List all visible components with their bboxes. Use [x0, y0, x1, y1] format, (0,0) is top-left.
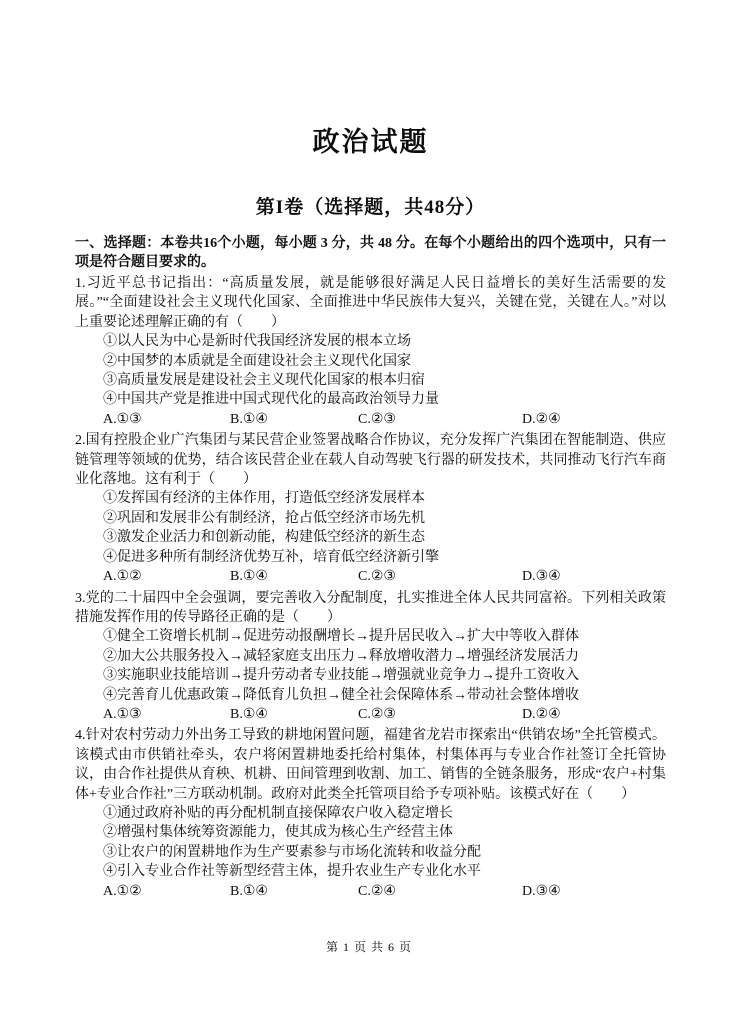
question-statement: ①以人民为中心是新时代我国经济发展的根本立场: [103, 334, 411, 350]
choice-c: C.②④: [358, 883, 396, 899]
choice-b: B.①④: [230, 411, 268, 427]
choice-c: C.②③: [358, 569, 396, 585]
document-title: 政治试题: [312, 127, 429, 157]
section-title: 第I卷（选择题，共48分）: [255, 197, 486, 218]
choice-b: B.①④: [230, 569, 268, 585]
question-stem: 1.习近平总书记指出：“高质量发展，就是能够很好满足人民日益增长的美好生活需要的发展。”“全面建设社会主义现代化国家、全面推进中华民族伟大复兴，关键在党，关键在人。”对以上重要论述理解正确的有（ ）: [75, 276, 666, 330]
answer-choices: [75, 410, 666, 429]
question-statement: ②加大公共服务投入→减轻家庭支出压力→释放增收潜力→增强经济发展活力: [103, 648, 579, 664]
question-statement: ③激发企业活力和创新动能，构建低空经济的新生态: [103, 530, 425, 546]
choice-d: D.②④: [522, 706, 561, 722]
question-4: [75, 726, 666, 901]
question-statement: ②中国梦的本质就是全面建设社会主义现代化国家: [103, 353, 411, 369]
choice-c: C.②③: [358, 411, 396, 427]
page-number: 第 1 页 共 6 页: [325, 940, 412, 954]
question-stem: 2.国有控股企业广汽集团与某民营企业签署战略合作协议，充分发挥广汽集团在智能制造、供应链管理等领域的优势，结合该民营企业在载人自动驾驶飞行器的研发技术，共同推动飞行汽车商业化落地。这有利于（ ）: [75, 433, 666, 488]
choice-a: A.①③: [103, 706, 142, 722]
choice-d: D.③④: [522, 883, 561, 899]
answer-choices: [75, 882, 666, 901]
choice-a: A.①②: [103, 569, 142, 585]
question-1: [75, 274, 666, 429]
question-stem: 4.针对农村劳动力外出务工导致的耕地闲置问题，福建省龙岩市探索出“供销农场”全托管模式。该模式由市供销社牵头，农户将闲置耕地委托给村集体，村集体再与专业合作社签订全托管协议，由合作社提供从育秧、机耕、田间管理到收割、加工、销售的全链条服务，形成“农户+村集体+专业合作社”三方联动机制。政府对此类全托管项目给予专项补贴。该模式好在（ ）: [75, 728, 666, 802]
choice-b: B.①④: [230, 883, 268, 899]
answer-choices: [75, 567, 666, 586]
question-stem: 3.党的二十届四中全会强调，要完善收入分配制度，扎实推进全体人民共同富裕。下列相关政策措施发挥作用的传导路径正确的是（ ）: [75, 590, 666, 625]
choice-a: A.①②: [103, 883, 142, 899]
question-statement: ①健全工资增长机制→促进劳动报酬增长→提升居民收入→扩大中等收入群体: [103, 629, 579, 645]
question-2: [75, 431, 666, 586]
choice-b: B.①④: [230, 706, 268, 722]
choice-c: C.②③: [358, 706, 396, 722]
question-3: [75, 589, 666, 725]
question-statement: ④中国共产党是推进中国式现代化的最高政治领导力量: [103, 392, 439, 408]
question-statement: ④促进多种所有制经济优势互补，培育低空经济新引擎: [103, 549, 439, 565]
question-statement: ①通过政府补贴的再分配机制直接保障农户收入稳定增长: [103, 805, 453, 821]
question-statement: ③实施职业技能培训→提升劳动者专业技能→增强就业竞争力→提升工资收入: [103, 668, 579, 684]
question-statement: ③让农户的闲置耕地作为生产要素参与市场化流转和收益分配: [103, 844, 481, 860]
choice-d: D.③④: [522, 569, 561, 585]
question-statement: ④完善育儿优惠政策→降低育儿负担→健全社会保障体系→带动社会整体增收: [103, 687, 579, 703]
section-instructions: 一、选择题：本卷共16个小题，每小题 3 分，共 48 分。在每个小题给出的四个选项中，只有一项是符合题目要求的。: [75, 236, 666, 270]
question-statement: ④引入专业合作社等新型经营主体，提升农业生产专业化水平: [103, 864, 481, 880]
question-statement: ②巩固和发展非公有制经济，抢占低空经济市场先机: [103, 510, 425, 526]
answer-choices: [75, 705, 666, 724]
choice-d: D.②④: [522, 411, 561, 427]
choice-a: A.①③: [103, 411, 142, 427]
question-statement: ③高质量发展是建设社会主义现代化国家的根本归宿: [103, 373, 425, 389]
question-statement: ②增强村集体统筹资源能力，使其成为核心生产经营主体: [103, 825, 453, 841]
question-statement: ①发挥国有经济的主体作用，打造低空经济发展样本: [103, 491, 425, 507]
